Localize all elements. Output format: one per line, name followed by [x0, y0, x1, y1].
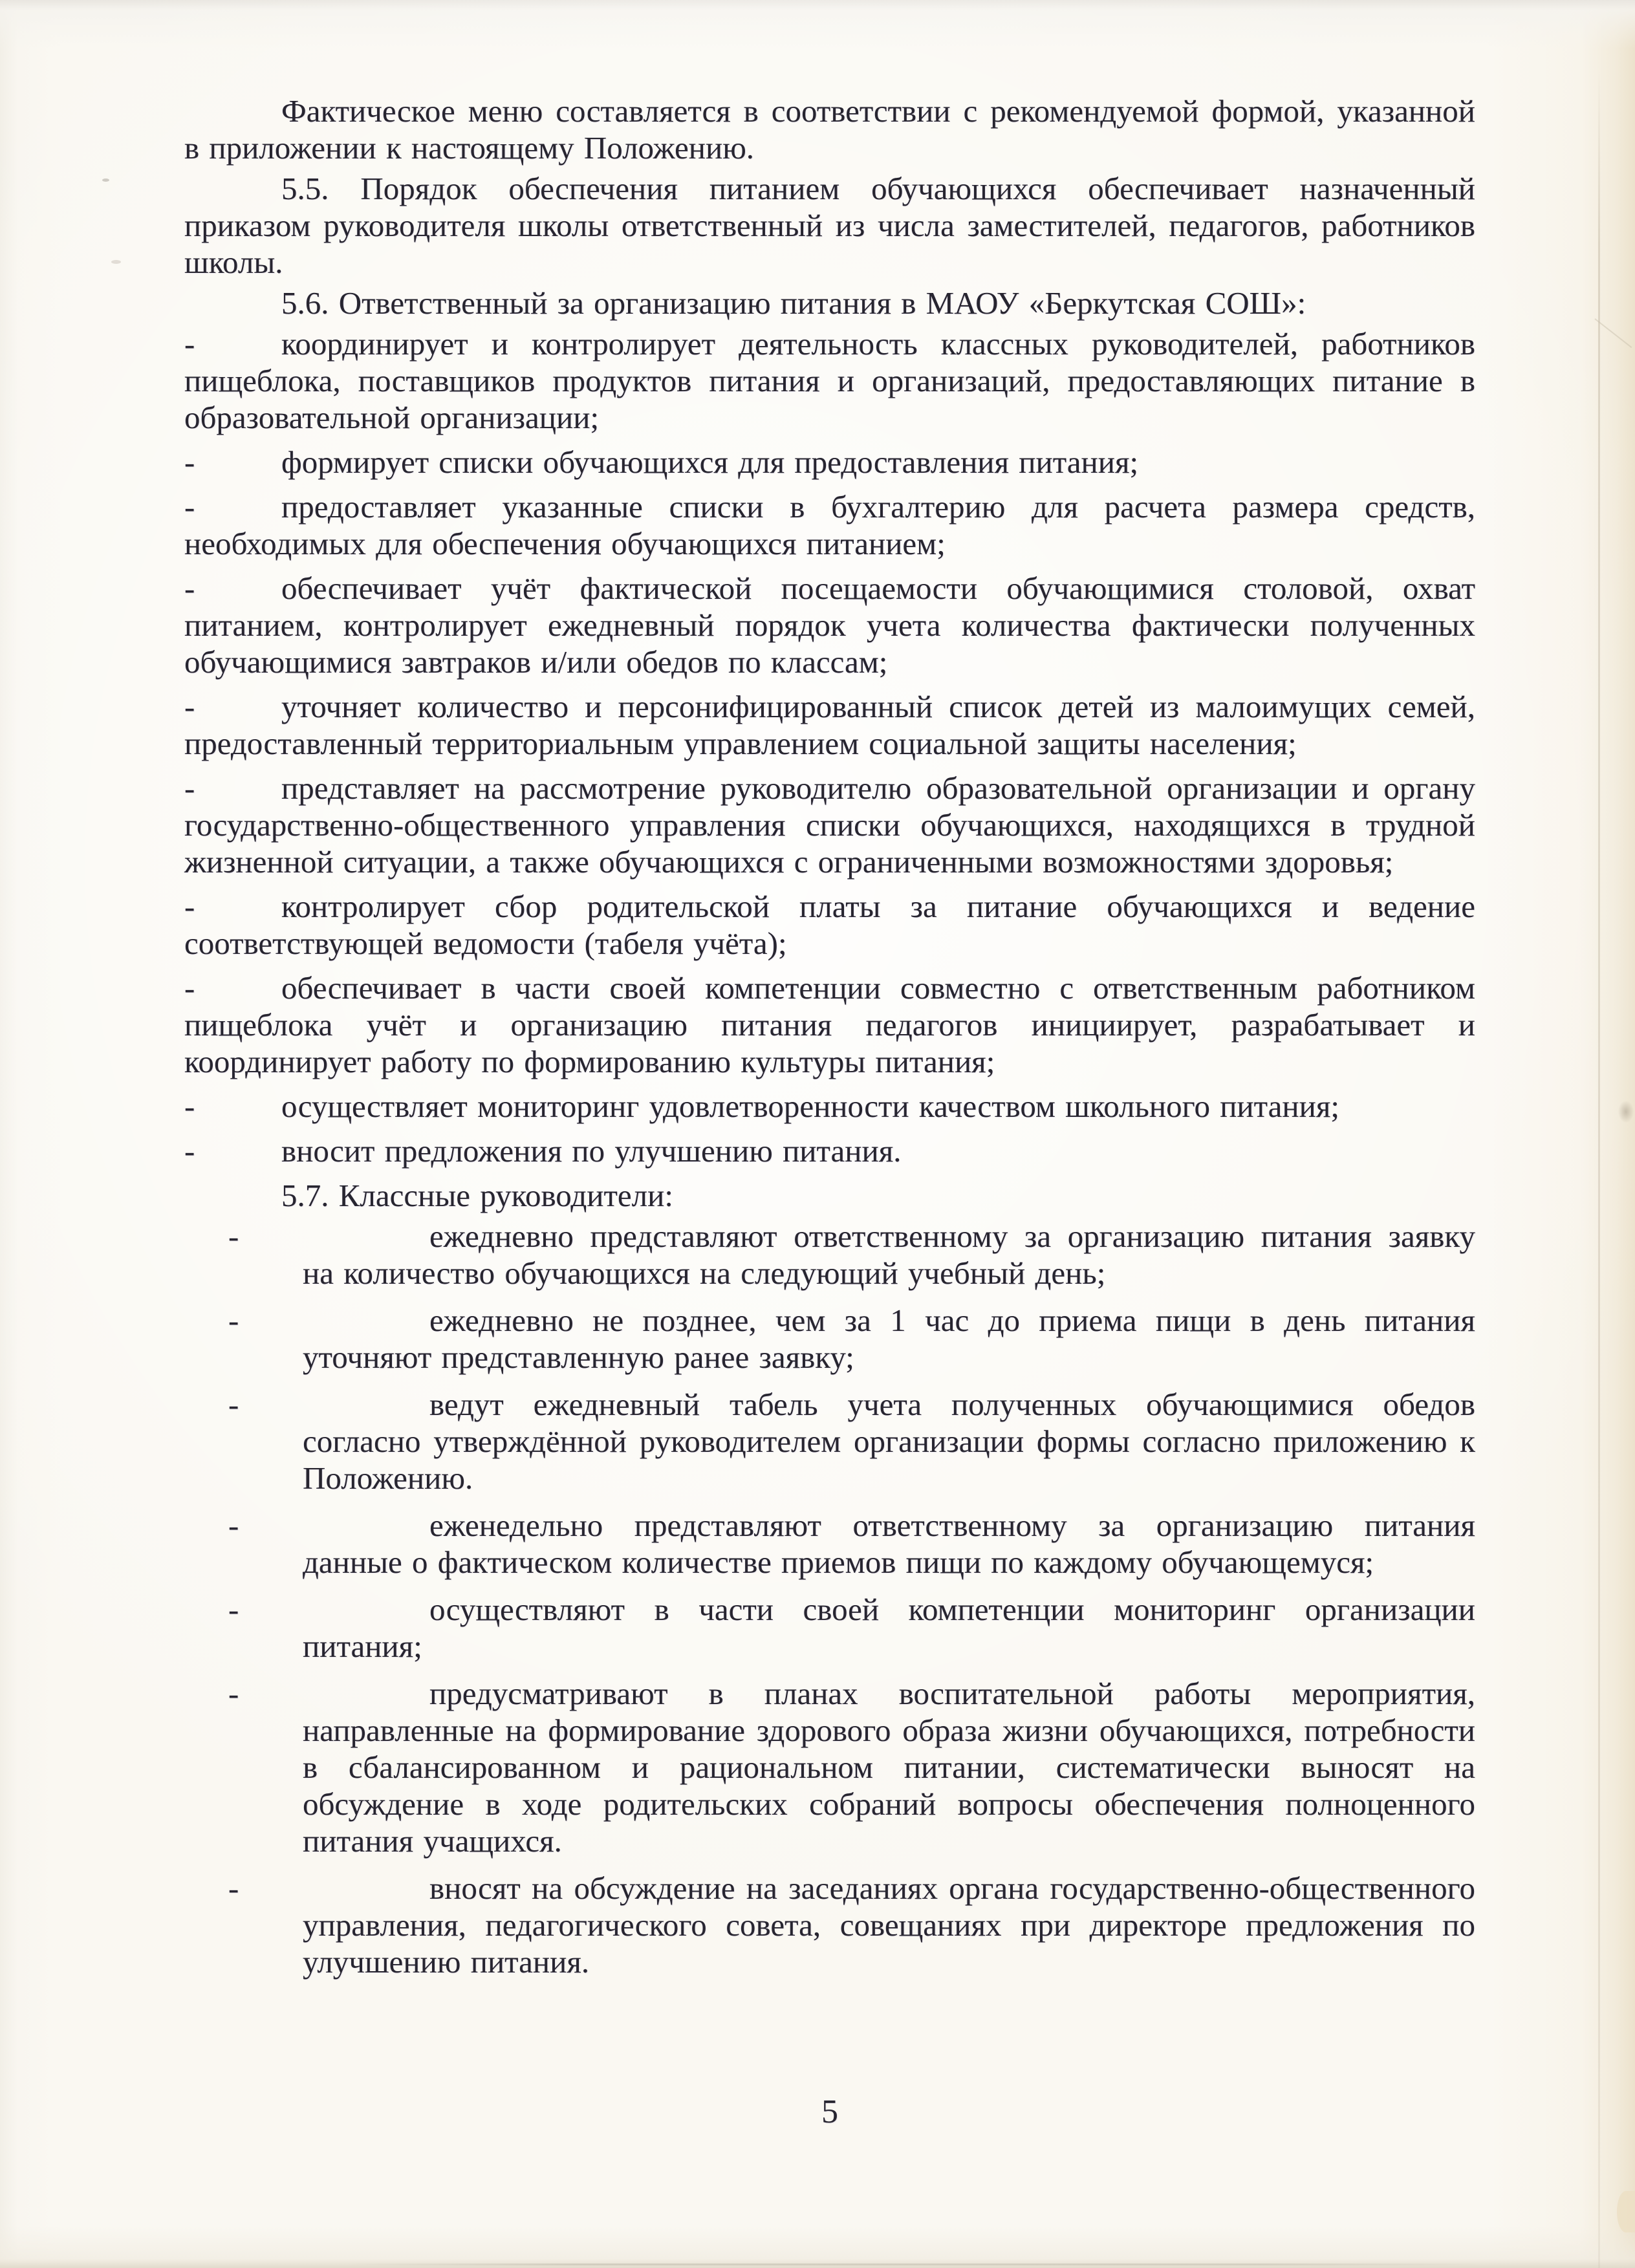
list-marker: - [228, 1302, 239, 1338]
paragraph-text: обеспечивает учёт фактической посещаемости обучающимися столовой, охват питанием, контролирует ежедневный порядок учета количества фактически полученных обучающимися завтраков и/или обедов по классам; [184, 570, 1475, 680]
sub-list-item [184, 1302, 1475, 1376]
list-marker: - [228, 1507, 239, 1543]
document-body [184, 92, 1475, 1991]
sub-list-item [184, 1507, 1475, 1581]
scan-edge-shadow [349, 2263, 1481, 2265]
scan-speck [102, 178, 109, 182]
paragraph-text: 5.5. Порядок обеспечения питанием обучающихся обеспечивает назначенный приказом руководителя школы ответственный из числа заместителей, педагогов, работников школы. [184, 171, 1475, 280]
paragraph-text: ведут ежедневный табель учета полученных обучающимися обедов согласно утверждённой руководителем организации формы согласно приложению к Положению. [303, 1387, 1475, 1496]
paragraph [184, 1177, 1475, 1214]
list-marker: - [184, 326, 195, 362]
list-marker: - [184, 1133, 195, 1169]
sub-list-item [184, 1675, 1475, 1859]
list-item [184, 1088, 1475, 1125]
paragraph-text: осуществляет мониторинг удовлетворенности качеством школьного питания; [281, 1088, 1339, 1124]
list-marker: - [184, 1088, 195, 1124]
scan-smudge [1618, 1101, 1634, 1123]
scan-speck [111, 260, 121, 264]
list-marker: - [184, 570, 195, 606]
list-item [184, 444, 1475, 481]
list-item [184, 770, 1475, 880]
paragraph-text: контролирует сбор родительской платы за питание обучающихся и ведение соответствующей ведомости (табеля учёта); [184, 889, 1475, 961]
list-marker: - [184, 689, 195, 724]
paragraph-text: формирует списки обучающихся для предоставления питания; [281, 444, 1139, 480]
paragraph-text: вносит предложения по улучшению питания. [281, 1133, 902, 1169]
list-marker: - [228, 1592, 239, 1627]
paragraph-text: осуществляют в части своей компетенции мониторинг организации питания; [303, 1592, 1475, 1664]
list-marker: - [184, 770, 195, 806]
scan-edge-stain [1617, 2191, 1635, 2232]
list-marker: - [228, 1218, 239, 1254]
list-marker: - [184, 489, 195, 524]
paragraph-text: уточняет количество и персонифицированный список детей из малоимущих семей, предоставленный территориальным управлением социальной защиты населения; [184, 689, 1475, 761]
paragraph-text: 5.7. Классные руководители: [281, 1178, 673, 1213]
paragraph-text: обеспечивает в части своей компетенции совместно с ответственным работником пищеблока учёт и организацию питания педагогов инициирует, разрабатывает и координирует работу по формированию культуры питания; [184, 970, 1475, 1079]
list-marker: - [184, 970, 195, 1006]
list-item [184, 325, 1475, 436]
list-item [184, 688, 1475, 762]
page-number: 5 [821, 2093, 838, 2130]
list-item [184, 1132, 1475, 1169]
paragraph-text: 5.6. Ответственный за организацию питания в МАОУ «Беркутская СОШ»: [281, 285, 1306, 321]
paragraph-text: представляет на рассмотрение руководителю образовательной организации и органу государственно-общественного управления списки обучающихся, находящихся в трудной жизненной ситуации, а также обучающихся с ограниченными возможностями здоровья; [184, 770, 1475, 880]
paragraph [184, 285, 1475, 321]
list-item [184, 969, 1475, 1080]
list-marker: - [228, 1870, 239, 1906]
list-marker: - [184, 444, 195, 480]
sub-list-item [184, 1591, 1475, 1665]
paragraph [184, 170, 1475, 281]
paragraph [184, 92, 1475, 166]
paragraph-text: предусматривают в планах воспитательной работы мероприятия, направленные на формирование здорового образа жизни обучающихся, потребности в сбалансированном и рациональном питании, систематически выносят на обсуждение в ходе родительских собраний вопросы обеспечения полноценного питания учащихся. [303, 1676, 1475, 1859]
paragraph-text: координирует и контролирует деятельность классных руководителей, работников пищеблока, поставщиков продуктов питания и организаций, предоставляющих питание в образовательной организации; [184, 326, 1475, 435]
paragraph-text: еженедельно представляют ответственному за организацию питания данные о фактическом количестве приемов пищи по каждому обучающемуся; [303, 1507, 1475, 1580]
list-item [184, 570, 1475, 680]
paragraph-text: предоставляет указанные списки в бухгалтерию для расчета размера средств, необходимых для обеспечения обучающихся питанием; [184, 489, 1475, 561]
scan-crease-vertical [1598, 71, 1600, 2268]
paragraph-text: ежедневно не позднее, чем за 1 час до приема пищи в день питания уточняют представленную ранее заявку; [303, 1302, 1475, 1375]
paragraph-text: ежедневно представляют ответственному за организацию питания заявку на количество обучающихся на следующий учебный день; [303, 1218, 1475, 1291]
sub-list-item [184, 1386, 1475, 1496]
list-marker: - [184, 889, 195, 924]
paragraph-text: вносят на обсуждение на заседаниях органа государственно-общественного управления, педагогического совета, совещаниях при директоре предложения по улучшению питания. [303, 1870, 1475, 1980]
sub-list-item [184, 1870, 1475, 1980]
sub-list-item [184, 1218, 1475, 1291]
scan-crease-diagonal [1594, 318, 1632, 348]
list-marker: - [228, 1676, 239, 1711]
list-marker: - [228, 1387, 239, 1422]
paragraph-text: Фактическое меню составляется в соответствии с рекомендуемой формой, указанной в приложении к настоящему Положению. [184, 93, 1475, 166]
list-item [184, 888, 1475, 962]
list-item [184, 488, 1475, 562]
